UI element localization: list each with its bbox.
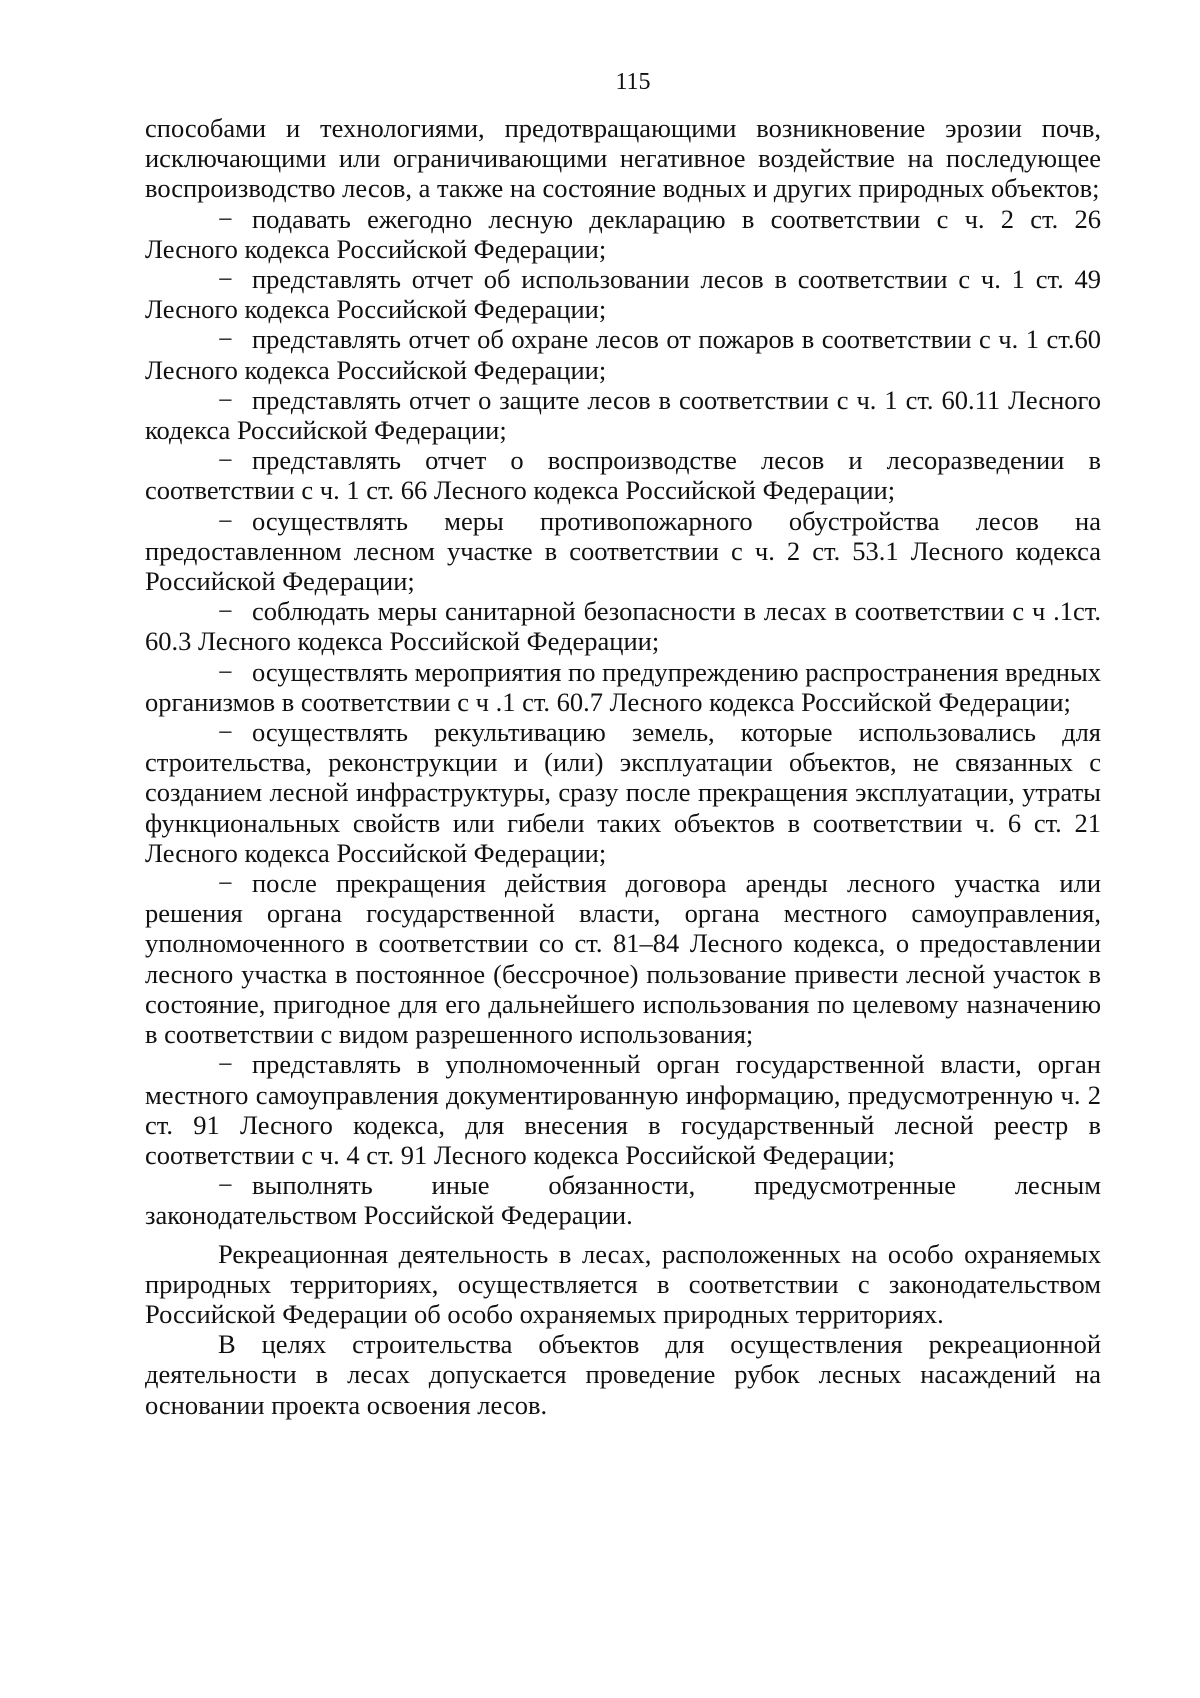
- list-item-text: осуществлять рекультивацию земель, которые использовались для строительства, реконструкции и (или) эксплуатации объектов, не связанных с созданием лесной инфраструктуры, сразу после прекращения эксплуатации, утраты функциональных свойств или гибели таких объектов в соответствии ч. 6 ст. 21 Лесного кодекса Российской Федерации;: [145, 717, 1101, 868]
- dash-marker: −: [218, 656, 233, 687]
- dash-marker: −: [218, 505, 233, 536]
- list-item: [145, 868, 1101, 1049]
- list-item-text: представлять отчет о воспроизводстве лесов и лесоразведении в соответствии с ч. 1 ст. 66 Лесного кодекса Российской Федерации;: [145, 445, 1101, 506]
- list-item-text: осуществлять меры противопожарного обустройства лесов на предоставленном лесном участке в соответствии с ч. 2 ст. 53.1 Лесного кодекса Российской Федерации;: [145, 505, 1101, 597]
- list-item-text: после прекращения действия договора аренды лесного участка или решения органа государственной власти, органа местного самоуправления, уполномоченного в соответствии со ст. 81–84 Лесного кодекса, о предоставлении лесного участка в постоянное (бессрочное) пользование привести лесной участок в состояние, пригодное для его дальнейшего использования по целевому назначению в соответствии с видом разрешенного использования;: [145, 868, 1101, 1050]
- list-item: [145, 596, 1101, 656]
- list-item-text: подавать ежегодно лесную декларацию в соответствии с ч. 2 ст. 26 Лесного кодекса Российской Федерации;: [145, 203, 1101, 264]
- dash-marker: −: [218, 264, 233, 295]
- lead-paragraph: способами и технологиями, предотвращающими возникновение эрозии почв, исключающими или ограничивающими негативное воздействие на последующее воспроизводство лесов, а также на состояние водных и других природных объектов;: [145, 113, 1101, 204]
- list-item: [145, 1170, 1101, 1230]
- list-item: [145, 204, 1101, 264]
- dash-marker: −: [218, 1049, 233, 1080]
- dash-marker: −: [218, 868, 233, 899]
- dash-marker: −: [218, 203, 233, 234]
- dash-marker: −: [218, 717, 233, 748]
- list-item: [145, 506, 1101, 597]
- list-item: [145, 324, 1101, 384]
- dash-marker: −: [218, 445, 233, 476]
- dash-marker: −: [218, 384, 233, 415]
- list-item-text: представлять отчет о защите лесов в соответствии с ч. 1 ст. 60.11 Лесного кодекса Российской Федерации;: [145, 384, 1101, 446]
- list-item: [145, 385, 1101, 445]
- construction-paragraph: В целях строительства объектов для осуществления рекреационной деятельности в лесах допускается проведение рубок лесных насаждений на основании проекта освоения лесов.: [145, 1329, 1101, 1420]
- list-item: [145, 264, 1101, 324]
- list-item-text: выполнять иные обязанности, предусмотренные лесным законодательством Российской Федерации.: [145, 1170, 1101, 1231]
- list-item: [145, 445, 1101, 505]
- list-item-text: представлять в уполномоченный орган государственной власти, орган местного самоуправления документированную информацию, предусмотренную ч. 2 ст. 91 Лесного кодекса, для внесения в государственный лесной реестр в соответствии с ч. 4 ст. 91 Лесного кодекса Российской Федерации;: [145, 1049, 1101, 1170]
- list-item-text: представлять отчет об охране лесов от пожаров в соответствии с ч. 1 ст.60 Лесного кодекса Российской Федерации;: [145, 324, 1101, 385]
- list-item: [145, 1049, 1101, 1170]
- list-item-text: представлять отчет об использовании лесов в соответствии с ч. 1 ст. 49 Лесного кодекса Российской Федерации;: [145, 264, 1101, 325]
- dash-marker: −: [218, 1170, 233, 1201]
- recreation-paragraph: Рекреационная деятельность в лесах, расположенных на особо охраняемых природных территориях, осуществляется в соответствии с законодательством Российской Федерации об особо охраняемых природных территориях.: [145, 1238, 1101, 1329]
- list-item-text: осуществлять мероприятия по предупреждению распространения вредных организмов в соответствии с ч .1 ст. 60.7 Лесного кодекса Российской Федерации;: [145, 656, 1101, 717]
- dash-marker: −: [218, 324, 233, 355]
- list-item-text: соблюдать меры санитарной безопасности в лесах в соответствии с ч .1ст. 60.3 Лесного кодекса Российской Федерации;: [145, 596, 1101, 657]
- dash-marker: −: [218, 596, 233, 627]
- page-number: 115: [615, 69, 651, 95]
- list-item: [145, 657, 1101, 717]
- document-body: [145, 113, 1101, 1420]
- obligations-list: [145, 204, 1101, 1231]
- list-item: [145, 717, 1101, 868]
